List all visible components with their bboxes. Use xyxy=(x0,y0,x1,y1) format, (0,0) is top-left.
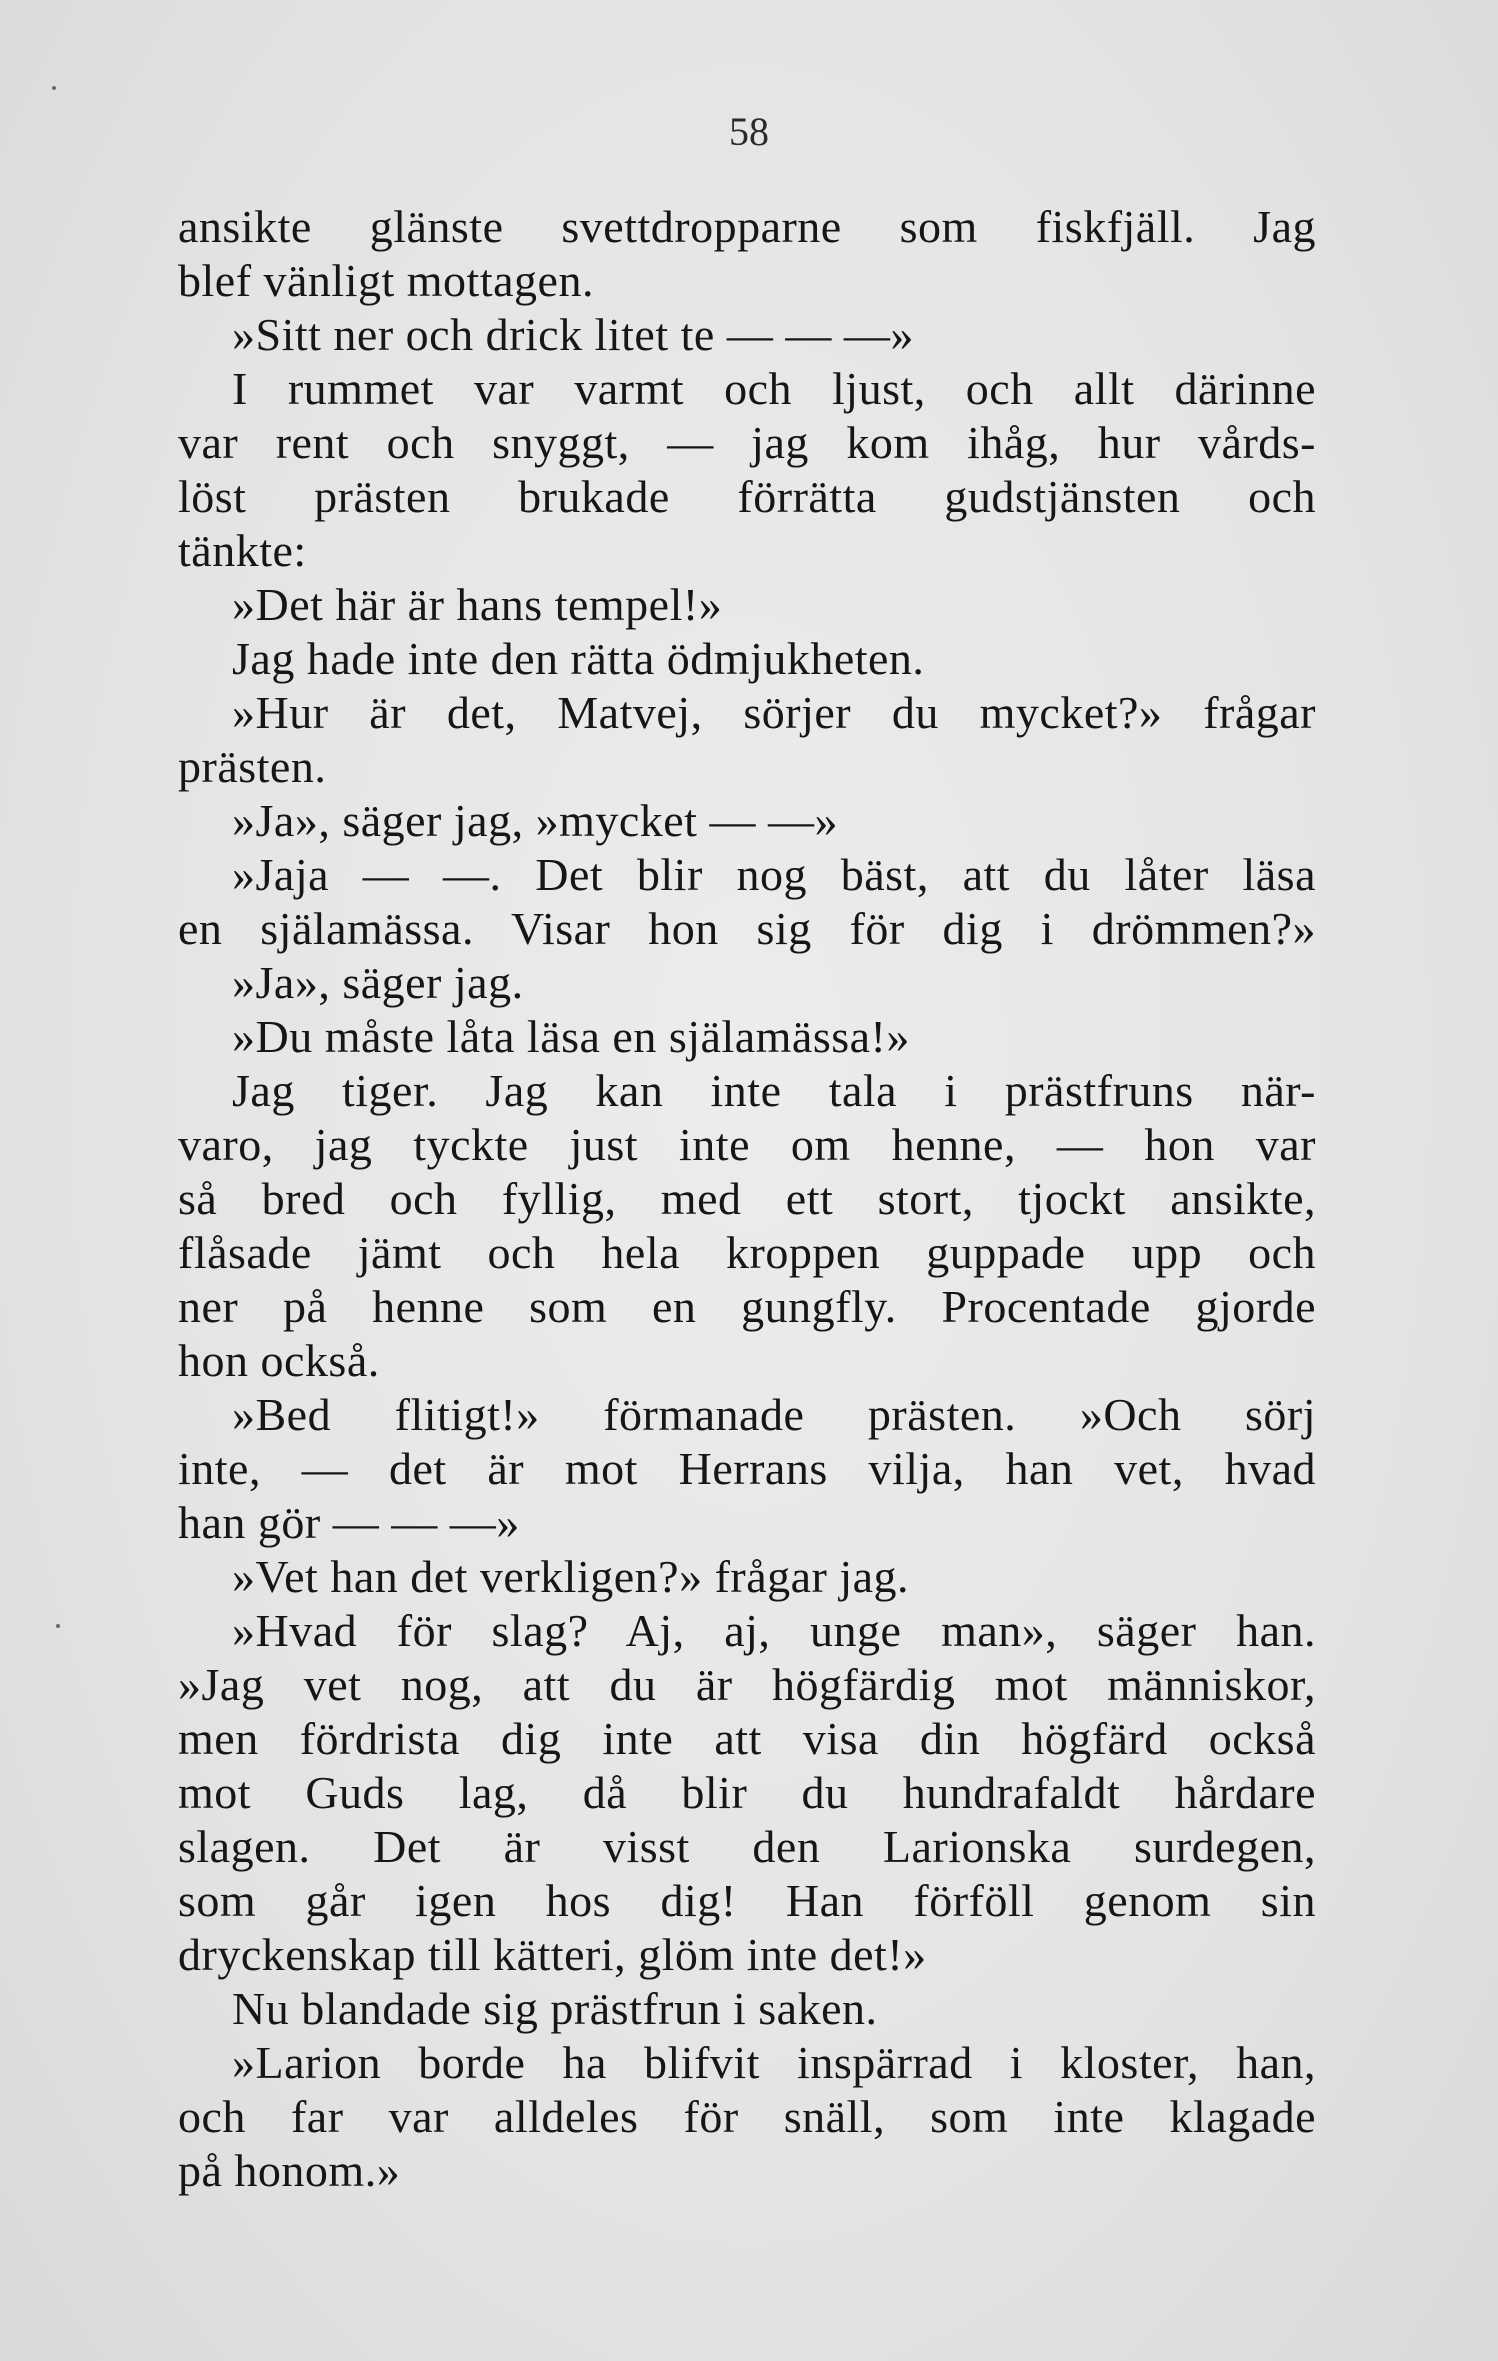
text-line: »Hvad för slag? Aj, aj, unge man», säger han. xyxy=(232,1605,1316,1656)
text-line: han gör — — —» xyxy=(178,1497,520,1548)
text-line: »Jag vet nog, att du är högfärdig mot människor, xyxy=(178,1659,1316,1710)
text-line: Jag tiger. Jag kan inte tala i prästfruns när- xyxy=(232,1065,1316,1116)
text-line: »Vet han det verkligen?» frågar jag. xyxy=(232,1551,910,1602)
text-line: ansikte glänste svettdropparne som fiskfjäll. Jag xyxy=(178,201,1316,252)
text-line: »Det här är hans tempel!» xyxy=(232,579,723,630)
text-line: »Ja», säger jag. xyxy=(232,957,524,1008)
text-line: och far var alldeles för snäll, som inte klagade xyxy=(178,2091,1316,2142)
paper-speck xyxy=(52,86,56,90)
text-line: som går igen hos dig! Han förföll genom sin xyxy=(178,1875,1316,1926)
text-line: ner på henne som en gungfly. Procentade gjorde xyxy=(178,1281,1316,1332)
text-line: »Bed flitigt!» förmanade prästen. »Och sörj xyxy=(232,1389,1316,1440)
body-text xyxy=(178,200,1316,2198)
text-line: I rummet var varmt och ljust, och allt därinne xyxy=(232,363,1316,414)
text-line: slagen. Det är visst den Larionska surdegen, xyxy=(178,1821,1316,1872)
paper-speck xyxy=(56,1624,60,1628)
text-line: »Du måste låta läsa en själamässa!» xyxy=(232,1011,910,1062)
text-line: Nu blandade sig prästfrun i saken. xyxy=(232,1983,878,2034)
text-line: »Hur är det, Matvej, sörjer du mycket?» frågar xyxy=(232,687,1316,738)
page-number: 58 xyxy=(729,109,769,154)
text-line: en själamässa. Visar hon sig för dig i drömmen?» xyxy=(178,903,1316,954)
text-line: »Larion borde ha blifvit inspärrad i kloster, han, xyxy=(232,2037,1316,2088)
text-line: på honom.» xyxy=(178,2145,401,2196)
text-line: var rent och snyggt, — jag kom ihåg, hur vårds- xyxy=(178,417,1316,468)
text-line: inte, — det är mot Herrans vilja, han vet, hvad xyxy=(178,1443,1316,1494)
text-line: tänkte: xyxy=(178,525,307,576)
text-line: prästen. xyxy=(178,741,327,792)
text-line: »Ja», säger jag, »mycket — —» xyxy=(232,795,838,846)
text-line: hon också. xyxy=(178,1335,380,1386)
text-line: blef vänligt mottagen. xyxy=(178,255,594,306)
text-line: flåsade jämt och hela kroppen guppade upp och xyxy=(178,1227,1316,1278)
text-line: mot Guds lag, då blir du hundrafaldt hårdare xyxy=(178,1767,1316,1818)
text-line: varo, jag tyckte just inte om henne, — hon var xyxy=(178,1119,1316,1170)
text-line: »Jaja — —. Det blir nog bäst, att du låter läsa xyxy=(232,849,1316,900)
text-line: dryckenskap till kätteri, glöm inte det!» xyxy=(178,1929,927,1980)
text-line: löst prästen brukade förrätta gudstjänsten och xyxy=(178,471,1316,522)
text-line: Jag hade inte den rätta ödmjukheten. xyxy=(232,633,925,684)
text-line: så bred och fyllig, med ett stort, tjockt ansikte, xyxy=(178,1173,1316,1224)
text-line: men fördrista dig inte att visa din högfärd också xyxy=(178,1713,1316,1764)
text-line: »Sitt ner och drick litet te — — —» xyxy=(232,309,914,360)
